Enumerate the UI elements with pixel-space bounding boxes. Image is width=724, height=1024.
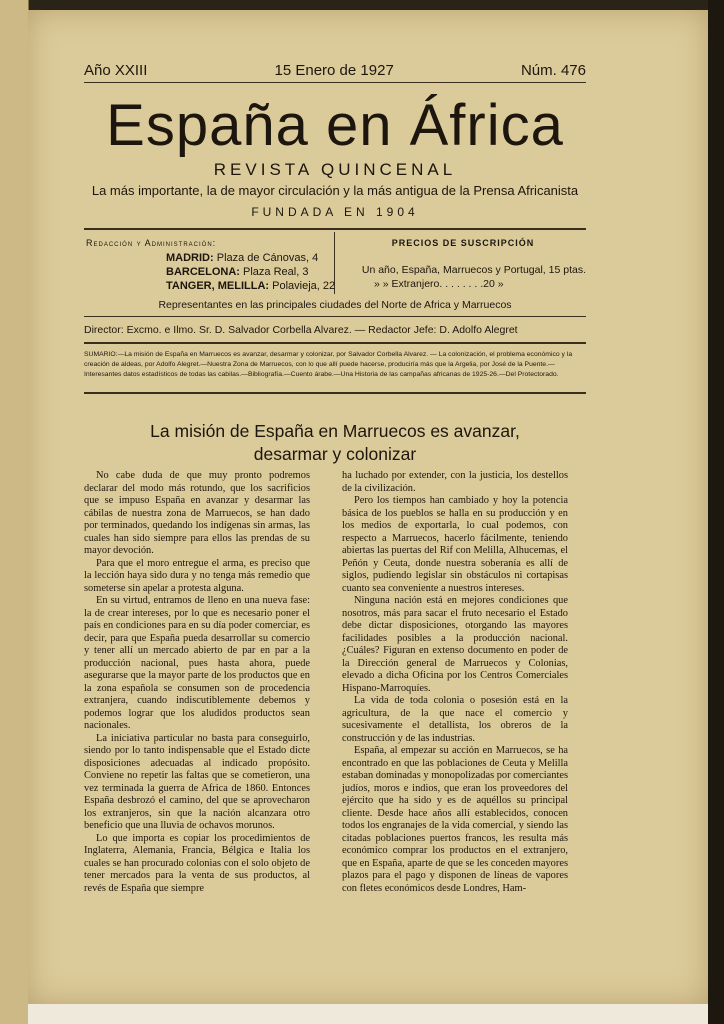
paragraph: Lo que importa es copiar los procedimientos de Inglaterra, Alemania, Francia, Bélgica e Italia los cuales se han procurado colonias con el solo objeto de tener mercados para la venta de sus productos, al revés de España que siempre bbox=[84, 832, 310, 894]
paragraph: En su virtud, entramos de lleno en una nueva fase: la de crear intereses, por lo que es necesario poner el país en condiciones para en su día poder comerciar, es decir, para que España pueda desarrollar su comercio y tener allí un mercado abierto de par en par a la producción nacional, pues hasta ahora, puede asegurarse que la mayor parte de los productos que en la zona española se consumen son de procedencia extranjera, cuando indiscutiblemente debemos y podemos lograr que los aludidos productos sean nacionales. bbox=[84, 595, 310, 731]
article-title-line: desarmar y colonizar bbox=[253, 444, 417, 464]
paragraph: Para que el moro entregue el arma, es preciso que la lección haya sido dura y no tenga más remedio que someterse sin apelar a protesta alguna. bbox=[84, 557, 310, 594]
divider bbox=[84, 228, 586, 230]
summary: SUMARIO:—La misión de España en Marruecos es avanzar, desarmar y colonizar, por Salvador Corbella Alvarez. — La colonización, el problema económico y la creación de aldeas, por Adolfo Alegret.—Nuestra Zona de Marruecos, con lo que allí puede hacerse, produciría más que la Argelia, por José de la Puente.—Interesantes datos estadísticos de todas las cabilas.—Bibliografía.—Cuento árabe.—Una Historia de las campañas africanas de 1925-26.—Del Protectorado. bbox=[84, 351, 573, 378]
paragraph: Ninguna nación está en mejores condiciones que nosotros, más para sacar el fruto necesario el Estado debe dictar disposiciones, otorgando las mayores facilidades posibles a la producción nacional. ¿Cuáles? Figuran en extenso documento en poder de la Dirección general de Marruecos y Colonias, elevado a dicha Oficina por los Centros Comerciales Hispano-Marroquíes. bbox=[342, 595, 568, 694]
price-line: » » Extranjero. . . . . . . .20 » bbox=[374, 278, 504, 290]
masthead-subtitle: REVISTA QUINCENAL bbox=[213, 160, 457, 179]
page-edge-left bbox=[0, 0, 29, 1024]
issue-header bbox=[84, 62, 586, 79]
article-column-left bbox=[84, 470, 310, 895]
administration-line bbox=[166, 252, 318, 264]
issue-date: 15 Enero de 1927 bbox=[274, 62, 394, 79]
page-bottom-margin bbox=[28, 1004, 708, 1024]
paragraph: La vida de toda colonia o posesión está en la agricultura, de la que nace el comercio y sucesivamente el detallista, los obreros de la construcción y de las industrias. bbox=[342, 695, 568, 744]
paragraph: No cabe duda de que muy pronto podremos declarar del modo más rotundo, que los sacrificios que se impuso España en avanzar y desarmar las cábilas de nuestra zona de Marruecos, se han dado por terminados, quedando los indígenas sin armas, las cuales han sido siempre para ellos las prendas de su mayor devoción. bbox=[84, 470, 310, 556]
masthead-founded: FUNDADA EN 1904 bbox=[251, 205, 419, 219]
issue-number: Núm. 476 bbox=[520, 62, 586, 79]
administration-city: BARCELONA: bbox=[166, 266, 240, 278]
administration-line bbox=[166, 280, 335, 292]
prices-heading: PRECIOS DE SUSCRIPCIÓN bbox=[391, 238, 535, 248]
price-line: Un año, España, Marruecos y Portugal, 15 ptas. bbox=[361, 264, 586, 276]
divider bbox=[84, 82, 586, 83]
paragraph: La iniciativa particular no basta para conseguirlo, siendo por lo tanto indispensable que el Estado dicte disposiciones adecuadas al indicado propósito. Conviene no repetir las faltas que se cometieron, una vez terminada la guerra de Africa de 1860. Entonces España desbrozó el camino, del que se aprovecharon los extranjeros, sin que la nación alcanzara otro beneficio que una lluvia de ochavos morunos. bbox=[84, 732, 310, 831]
scan-background-right bbox=[708, 0, 724, 1024]
article-column-right bbox=[342, 470, 568, 895]
paragraph: ha luchado por extender, con la justicia, los destellos de la civilización. bbox=[342, 470, 568, 494]
issue-year: Año XXIII bbox=[84, 62, 148, 79]
divider bbox=[84, 342, 586, 344]
divider bbox=[84, 316, 586, 317]
director-line: Director: Excmo. e Ilmo. Sr. D. Salvador Corbella Alvarez. — Redactor Jefe: D. Adolfo Alegret bbox=[84, 324, 518, 336]
paragraph: Pero los tiempos han cambiado y hoy la potencia básica de los pueblos se halla en su producción y en los medios de exportarla, lo cual podemos, con respecto a Marruecos, hacerlo fácilmente, teniendo abiertas las puertas del Rif con Melilla, Alhucemas, el Peñón y Ceuta, donde nuestra soberanía es allí de siglos, pudiendo legislar sin obstáculos ni cortapisas cuanto sea conveniente a nuestros intereses. bbox=[342, 495, 568, 594]
masthead-title: España en África bbox=[106, 93, 564, 158]
administration-city: TANGER, MELILLA: bbox=[166, 280, 270, 292]
divider bbox=[84, 392, 586, 394]
administration-address: Polavieja, 22 bbox=[272, 280, 336, 292]
representatives-note: Representantes en las principales ciudades del Norte de Africa y Marruecos bbox=[158, 299, 512, 311]
paragraph: España, al empezar su acción en Marruecos, se ha encontrado en que las poblaciones de Ceuta y Melilla estaban dominadas y monopolizadas por comerciantes judíos, moros e indios, que eran los proveedores del ejército que ha sido y es de aquéllos su principal cliente. Desde hace años allí establecidos, conocen todos los engranajes de la vida comercial, y siendo las citadas poblaciones puertos francos, les resulta más económico comprar los productos en el extranjero, que en España, aparte de que se les conceden mayores plazos para el pago y disponen de líneas de vapores con fletes económicos desde Londres, Ham- bbox=[342, 745, 568, 894]
masthead-tagline: La más importante, la de mayor circulación y la más antigua de la Prensa Africanista bbox=[91, 183, 579, 198]
article-title-line: La misión de España en Marruecos es avanzar, bbox=[150, 421, 520, 441]
administration-city: MADRID: bbox=[166, 252, 214, 264]
administration-line bbox=[166, 266, 308, 278]
article-title bbox=[84, 420, 586, 466]
administration-heading: Redacción y Administración: bbox=[86, 238, 217, 248]
administration-address: Plaza de Cánovas, 4 bbox=[216, 252, 319, 264]
administration-address: Plaza Real, 3 bbox=[243, 266, 309, 278]
